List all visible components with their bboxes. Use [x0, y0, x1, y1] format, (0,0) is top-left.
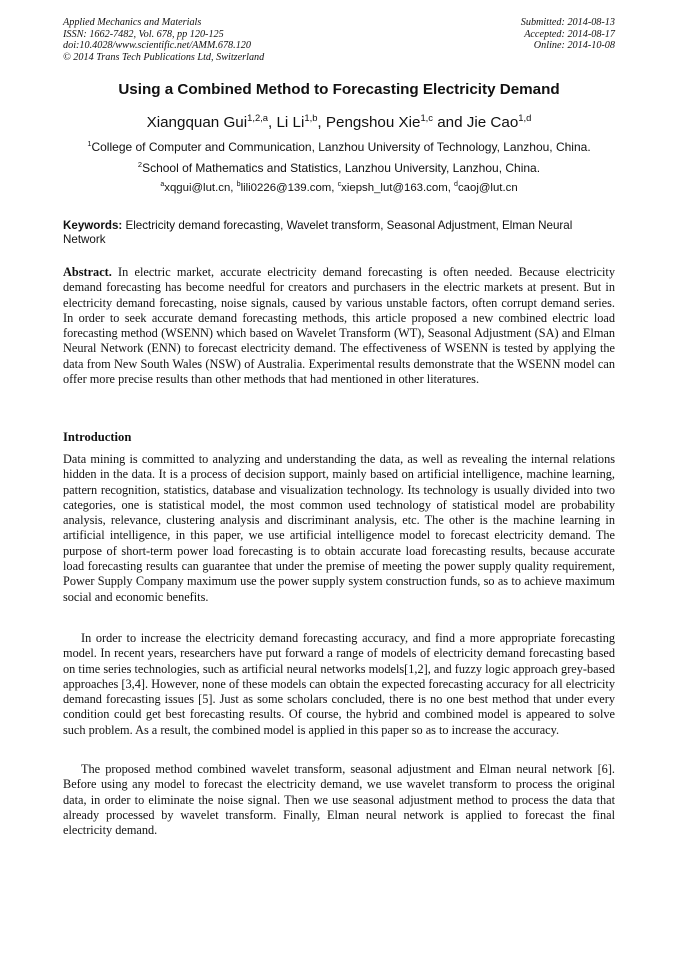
journal-doi: doi:10.4028/www.scientific.net/AMM.678.120 [63, 40, 251, 52]
online-date: Online: 2014-10-08 [533, 40, 615, 52]
paragraph: In order to increase the electricity demand forecasting accuracy, and find a more appropriate forecasting model. In recent years, researchers have put forward a range of models of electricity demand forecasting based on time series technologies, such as artificial neural networks models[1,2], and fuzzy logic approach grey-based approaches [3,4]. However, none of these models can obtain the expected forecasting accuracy for all electricity demand forecasting issues [5]. Just as some scholars concluded, there is no one best method that under every condition could get best forecasting results. Of course, the hybrid and combined model is appeared to solve such problem. As a result, the combined model is applied in this paper so as to increase the accuracy. [63, 631, 615, 737]
abstract-text: In electric market, accurate electricity demand forecasting is often needed. Because electricity demand forecasting has become needful for creators and purchasers in the electric markets at present. But in electricity demand forecasting, noise signals, caused by various unstable factors, often corrupt demand series. In order to seek accurate demand forecasting methods, this article proposed a new combined electric load forecasting method (WSENN) which based on Wavelet Transform (WT), Seasonal Adjustment (SA) and Elman Neural Network (ENN) to forecast electricity demand. The effectiveness of WSENN is tested by applying the data from New South Wales (NSW) of Australia. Experimental results demonstrate that the WSENN model can offer more precise results than other methods that had mentioned in other literatures. [63, 265, 615, 387]
author-superscript: 1,d [518, 111, 532, 123]
email-superscript: d [454, 181, 458, 189]
affiliation-superscript: 2 [137, 160, 143, 169]
affiliation [20, 140, 658, 154]
affiliation-text: College of Computer and Communication, Lanzhou University of Technology, Lanzhou, China. [91, 140, 591, 154]
email-address[interactable]: xiepsh_lut@163.com [341, 182, 448, 194]
abstract [63, 265, 615, 387]
keywords-label: Keywords: [63, 219, 123, 232]
abstract-label: Abstract. [63, 265, 112, 279]
author-separator: , [268, 114, 277, 131]
affiliation-text: School of Mathematics and Statistics, Lanzhou University, Lanzhou, China. [142, 161, 541, 175]
author-name: Jie Cao [466, 114, 519, 131]
affiliation [20, 161, 658, 175]
author-name: Xiangquan Gui [146, 114, 248, 131]
author-name: Pengshou Xie [325, 114, 421, 131]
email-address[interactable]: caoj@lut.cn [457, 182, 518, 194]
author-line [20, 111, 658, 131]
email-superscript: c [337, 181, 342, 189]
journal-name: Applied Mechanics and Materials [63, 17, 202, 28]
paragraph: Data mining is committed to analyzing and understanding the data, as well as revealing the internal relations hidden in the data. It is a process of decision support, mainly based on artificial intelligence, machine learning, pattern recognition, statistics, database and visualization technology. Its technology is usually divided into two categories, one is statistical model, the most common used technology of statistical model are probability analysis, relevance, clustering analysis and discriminant analysis, etc. The other is the machine learning in artificial intelligence, in this paper, we use artificial intelligence model to forecast electricity demand. The purpose of short-term power load forecasting is to obtain accurate load forecasting results, because accurate load forecasting results can guarantee that under the premise of meeting the power supply quality requirement, Power Supply Company maximum use the power supply system construction funds, so as to achieve maximum social and economic benefits. [63, 452, 615, 604]
author-superscript: 1,2,a [247, 111, 269, 123]
email-address[interactable]: lili0226@139.com [240, 182, 332, 194]
affiliation-superscript: 1 [87, 139, 92, 148]
email-line: $^a$xqgui@lut.cn, $^b$lili0226@139.com, $^c$xiepsh_lut@163.com, $^d$caoj@lut.cn [160, 181, 518, 194]
author-superscript: 1,b [304, 111, 318, 123]
keywords [63, 219, 615, 247]
email-address[interactable]: xqgui@lut.cn [164, 182, 231, 194]
journal-header [63, 17, 264, 63]
author-separator: , [317, 114, 326, 131]
journal-issn: ISSN: 1662-7482, Vol. 678, pp 120-125 [63, 28, 224, 40]
section-heading: Introduction [63, 430, 132, 444]
email-superscript: b [236, 181, 241, 189]
accepted-date: Accepted: 2014-08-17 [524, 28, 615, 40]
keywords-text: Electricity demand forecasting, Wavelet transform, Seasonal Adjustment, Elman Neural Network [63, 219, 573, 246]
email-superscript: a [160, 181, 165, 189]
paragraph: The proposed method combined wavelet transform, seasonal adjustment and Elman neural network [6]. Before using any model to forecast the electricity demand, we use wavelet transform to process the original data, in order to eliminate the noise signal. Then we use seasonal adjustment method to process the data that already processed by wavelet transform. Finally, Elman neural network is applied to forecast the final electricity demand. [63, 762, 615, 838]
journal-copyright: © 2014 Trans Tech Publications Ltd, Switzerland [63, 51, 265, 63]
author-name: Li Li [276, 114, 305, 131]
author-superscript: 1,c [420, 111, 434, 123]
author-separator: and [433, 114, 467, 131]
dates-header [521, 17, 615, 52]
paper-title: Using a Combined Method to Forecasting Electricity Demand [118, 81, 560, 98]
submitted-date: Submitted: 2014-08-13 [520, 17, 615, 28]
